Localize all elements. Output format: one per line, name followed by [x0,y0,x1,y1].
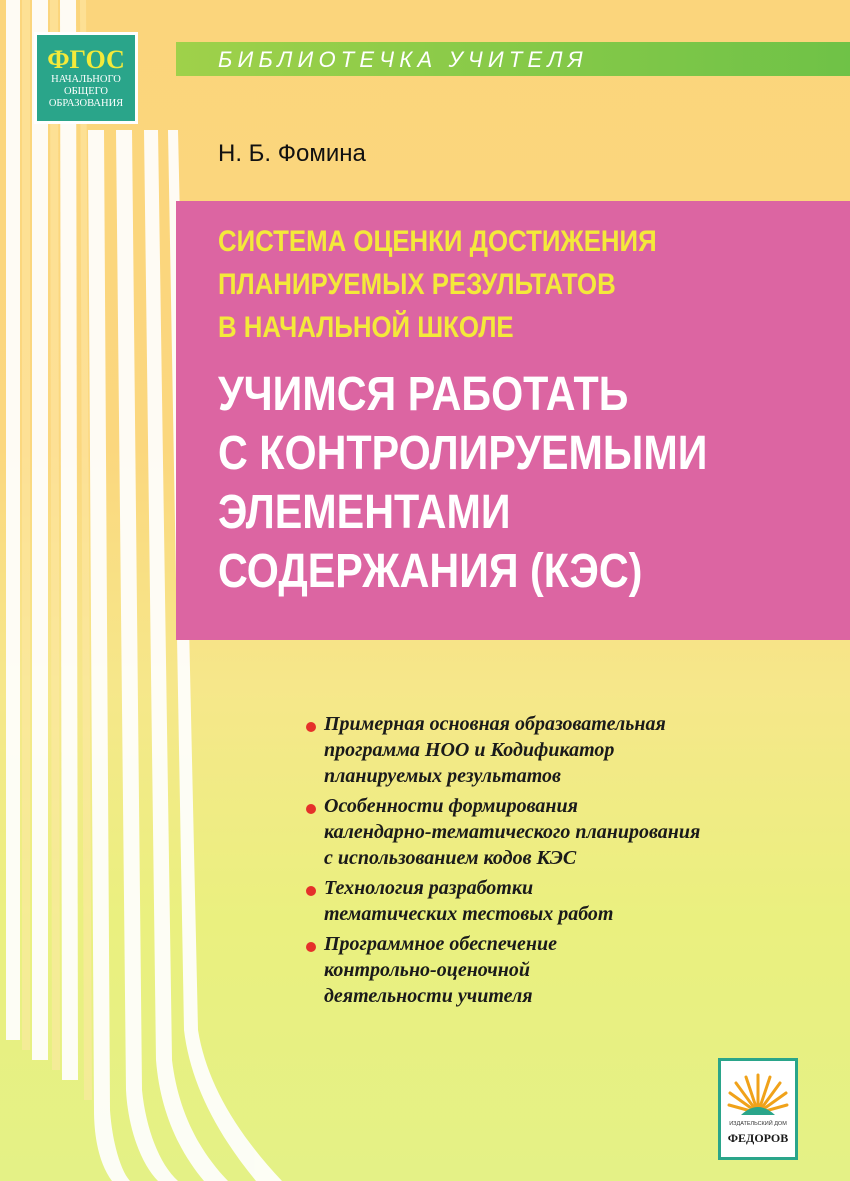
bullet-4-line-3: деятельности учителя [324,985,533,1007]
author-name: Н. Б. Фомина [218,140,366,167]
series-title: БИБЛИОТЕЧКА УЧИТЕЛЯ [218,47,588,72]
sunburst-icon [727,1069,789,1119]
bullet-dot-2 [306,804,316,814]
subtitle-line-3: В НАЧАЛЬНОЙ ШКОЛЕ [218,311,514,344]
bullet-dot-3 [306,886,316,896]
bullet-2-line-2: календарно-тематического планирования [324,821,701,843]
publisher-logo-box [718,1058,798,1160]
bullet-1-line-3: планируемых результатов [324,765,561,787]
bullet-dot-4 [306,942,316,952]
publisher-tagline: ИЗДАТЕЛЬСКИЙ ДОМ [729,1121,787,1127]
title-line-4: СОДЕРЖАНИЯ (КЭС) [218,545,643,598]
bullet-2-line-1: Особенности формирования [324,795,578,817]
fgos-badge [34,32,138,124]
subtitle-line-1: СИСТЕМА ОЦЕНКИ ДОСТИЖЕНИЯ [218,225,657,258]
bullet-1-line-2: программа НОО и Кодификатор [324,739,615,761]
publisher-name: ФЕДОРОВ [727,1131,789,1145]
bullet-4-line-1: Программное обеспечение [324,933,558,955]
title-line-2: С КОНТРОЛИРУЕМЫМИ [218,427,708,480]
bullet-dot-1 [306,722,316,732]
bullet-3-line-1: Технология разработки [324,877,534,899]
fgos-badge-line-3: ОБРАЗОВАНИЯ [48,98,124,109]
title-line-3: ЭЛЕМЕНТАМИ [218,486,511,539]
bullet-2-line-3: с использованием кодов КЭС [324,847,577,869]
subtitle-line-2: ПЛАНИРУЕМЫХ РЕЗУЛЬТАТОВ [218,268,616,301]
bullet-3-line-2: тематических тестовых работ [324,903,614,925]
bullet-4-line-2: контрольно-оценочной [324,959,531,981]
fgos-badge-line-1: НАЧАЛЬНОГО [51,74,121,85]
fgos-badge-title: ФГОС [47,45,125,74]
title-line-1: УЧИМСЯ РАБОТАТЬ [218,368,629,421]
bullet-1-line-1: Примерная основная образовательная [324,713,666,735]
fgos-badge-line-2: ОБЩЕГО [63,86,108,97]
